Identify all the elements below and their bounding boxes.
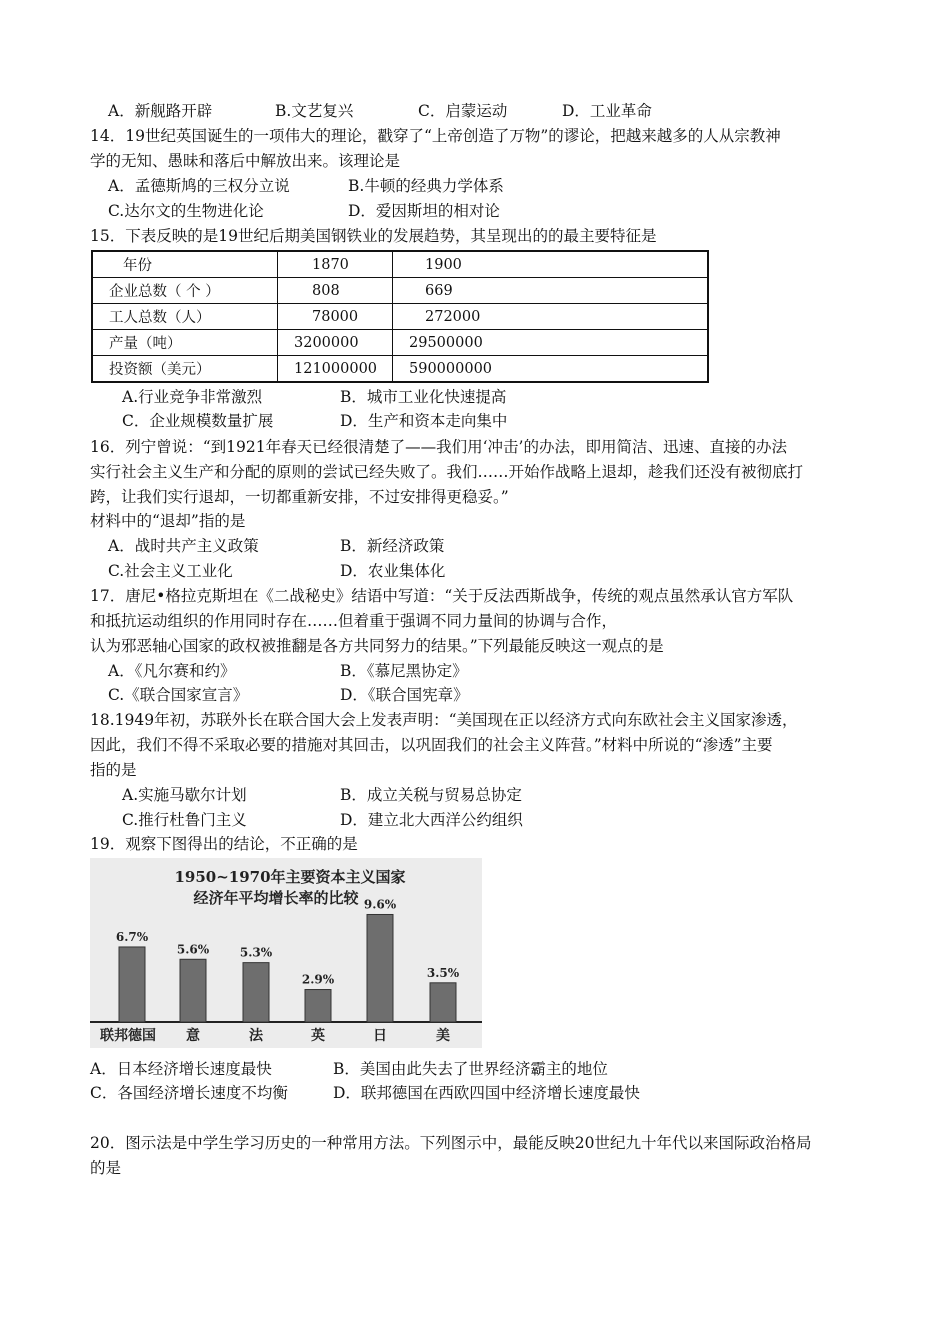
q14-option-d[interactable]: D．爱因斯坦的相对论 [348, 202, 500, 220]
table-cell: 78000 [312, 308, 359, 325]
q16-option-a[interactable]: A．战时共产主义政策 [108, 537, 259, 555]
table-row [92, 304, 708, 330]
table-cell: 1900 [425, 256, 462, 273]
table-cell: 590000000 [409, 360, 493, 377]
table-cell: 工人总数（人） [109, 310, 211, 326]
q16-stem-line-4: 材料中的“退却”指的是 [90, 512, 246, 530]
category-label: 英 [311, 1028, 325, 1044]
q18-stem-line-3: 指的是 [90, 761, 137, 779]
table-cell: 年份 [123, 258, 152, 274]
table-cell: 29500000 [409, 334, 483, 351]
q14-options-row-1 [0, 176, 950, 196]
q18-stem-line-2: 因此，我们不得不采取必要的措施对其回击，以巩固我们的社会主义阵营。”材料中所说的“渗透”主要 [90, 736, 773, 754]
q13-options [0, 101, 950, 121]
table-cell: 1870 [312, 256, 349, 273]
table-cell: 808 [312, 282, 340, 299]
growth-rate-bar-chart [90, 858, 482, 1048]
q19-options-row-1 [0, 1059, 950, 1079]
q13-option-d[interactable]: D．工业革命 [562, 102, 652, 120]
q18-option-d[interactable]: D．建立北大西洋公约组织 [340, 811, 523, 829]
chart-svg [90, 858, 482, 1048]
q13-option-a[interactable]: A．新舰路开辟 [108, 102, 213, 120]
q18-options-row-1 [0, 785, 950, 805]
q18-option-b[interactable]: B．成立关税与贸易总协定 [340, 786, 522, 804]
q13-option-c[interactable]: C．启蒙运动 [418, 102, 508, 120]
q16-options-row-2 [0, 561, 950, 581]
chart-marks [90, 897, 482, 1044]
q14-option-b[interactable]: B.牛顿的经典力学体系 [348, 177, 504, 195]
category-label: 联邦德国 [100, 1028, 156, 1044]
bar-5 [367, 914, 393, 1022]
q19-option-d[interactable]: D．联邦德国在西欧四国中经济增长速度最快 [333, 1084, 640, 1102]
q19-options-row-2 [0, 1083, 950, 1103]
q18-option-c[interactable]: C.推行杜鲁门主义 [122, 811, 247, 829]
data-label: 3.5% [426, 965, 460, 980]
chart-title: 1950~1970年主要资本主义国家 [174, 868, 406, 886]
q14-option-c[interactable]: C.达尔文的生物进化论 [108, 202, 264, 220]
bar-1 [119, 947, 145, 1022]
bar-6 [430, 983, 456, 1022]
q15-options-row-2 [0, 411, 950, 431]
category-label: 意 [186, 1028, 200, 1044]
bar-3 [243, 963, 269, 1022]
q19-stem-line-1: 19．观察下图得出的结论，不正确的是 [90, 835, 358, 853]
q14-stem-line-2: 学的无知、愚昧和落后中解放出来。该理论是 [90, 152, 401, 170]
q13-option-b[interactable]: B.文艺复兴 [275, 102, 354, 120]
q17-option-c[interactable]: C.《联合国家宣言》 [108, 686, 249, 704]
q19-option-b[interactable]: B．美国由此失去了世界经济霸主的地位 [333, 1060, 608, 1078]
q16-stem-line-2: 实行社会主义生产和分配的原则的尝试已经失败了。我们……开始作战略上退却，趁我们还没有被彻底打 [90, 463, 804, 481]
q14-stem-line-1: 14．19世纪英国诞生的一项伟大的理论，戳穿了“上帝创造了万物”的谬论，把越来越多的人从宗教神 [90, 127, 781, 145]
q15-option-c[interactable]: C．企业规模数量扩展 [122, 412, 274, 430]
category-label: 法 [249, 1028, 263, 1044]
q16-option-d[interactable]: D．农业集体化 [340, 562, 446, 580]
q17-stem-line-3: 认为邪恶轴心国家的政权被推翻是各方共同努力的结果。”下列最能反映这一观点的是 [90, 637, 664, 655]
q17-stem-line-2: 和抵抗运动组织的作用同时存在……但着重于强调不同力量间的协调与合作， [90, 612, 618, 630]
table-cell: 企业总数（ 个 ） [109, 284, 220, 300]
q18-stem-line-1: 18.1949年初，苏联外长在联合国大会上发表声明：“美国现在正以经济方式向东欧社会主义国家渗透， [90, 711, 798, 729]
data-label: 5.3% [239, 945, 273, 960]
table-cell: 121000000 [294, 360, 378, 377]
chart-subtitle: 经济年平均增长率的比较 [193, 889, 359, 907]
q15-stem-line-1: 15．下表反映的是19世纪后期美国钢铁业的发展趋势，其呈现出的的最主要特征是 [90, 227, 657, 245]
q17-stem-line-1: 17．唐尼•格拉克斯坦在《二战秘史》结语中写道：“关于反法西斯战争，传统的观点虽然承认官方军队 [90, 587, 794, 605]
q15-option-a[interactable]: A.行业竞争非常激烈 [122, 388, 263, 406]
q20-stem-line-1: 20．图示法是中学生学习历史的一种常用方法。下列图示中，最能反映20世纪九十年代以来国际政治格局 [90, 1134, 812, 1152]
q15-option-d[interactable]: D．生产和资本走向集中 [340, 412, 508, 430]
q17-option-d[interactable]: D．《联合国宪章》 [340, 686, 469, 704]
q16-stem-line-1: 16．列宁曾说：“到1921年春天已经很清楚了——我们用‘冲击’的办法，即用简洁、迅速、直接的办法 [90, 438, 787, 456]
q16-options-row-1 [0, 536, 950, 556]
bar-2 [180, 959, 206, 1022]
q15-options-row-1 [0, 387, 950, 407]
table-cell: 3200000 [294, 334, 359, 351]
bar-4 [305, 990, 331, 1022]
table-cell: 投资额（美元） [109, 362, 211, 378]
q14-options-row-2 [0, 201, 950, 221]
q16-option-b[interactable]: B．新经济政策 [340, 537, 445, 555]
q17-options-row-1 [0, 661, 950, 681]
q15-option-b[interactable]: B．城市工业化快速提高 [340, 388, 507, 406]
table-cell: 669 [425, 282, 453, 299]
category-label: 日 [373, 1028, 387, 1044]
q19-option-c[interactable]: C．各国经济增长速度不均衡 [90, 1084, 288, 1102]
data-label: 5.6% [176, 942, 210, 957]
table-row [92, 251, 708, 278]
q17-option-b[interactable]: B．《慕尼黑协定》 [340, 662, 468, 680]
q16-stem-line-3: 跨，让我们实行退却，一切都重新安排，不过安排得更稳妥。” [90, 488, 509, 506]
q17-options-row-2 [0, 685, 950, 705]
q18-options-row-2 [0, 810, 950, 830]
q16-option-c[interactable]: C.社会主义工业化 [108, 562, 233, 580]
data-label: 9.6% [363, 897, 397, 912]
data-label: 6.7% [115, 929, 149, 944]
q20-stem-line-2: 的是 [90, 1159, 122, 1177]
q14-option-a[interactable]: A．孟德斯鸠的三权分立说 [108, 177, 290, 195]
q18-option-a[interactable]: A.实施马歇尔计划 [122, 786, 247, 804]
q17-option-a[interactable]: A．《凡尔赛和约》 [108, 662, 236, 680]
data-label: 2.9% [301, 972, 335, 987]
table-row [92, 356, 708, 383]
table-cell: 产量（吨） [109, 336, 182, 352]
table-row [92, 330, 708, 356]
table-cell: 272000 [425, 308, 481, 325]
steel-industry-table [91, 250, 709, 383]
category-label: 美 [436, 1028, 450, 1044]
table-row [92, 278, 708, 304]
q19-option-a[interactable]: A．日本经济增长速度最快 [90, 1060, 272, 1078]
